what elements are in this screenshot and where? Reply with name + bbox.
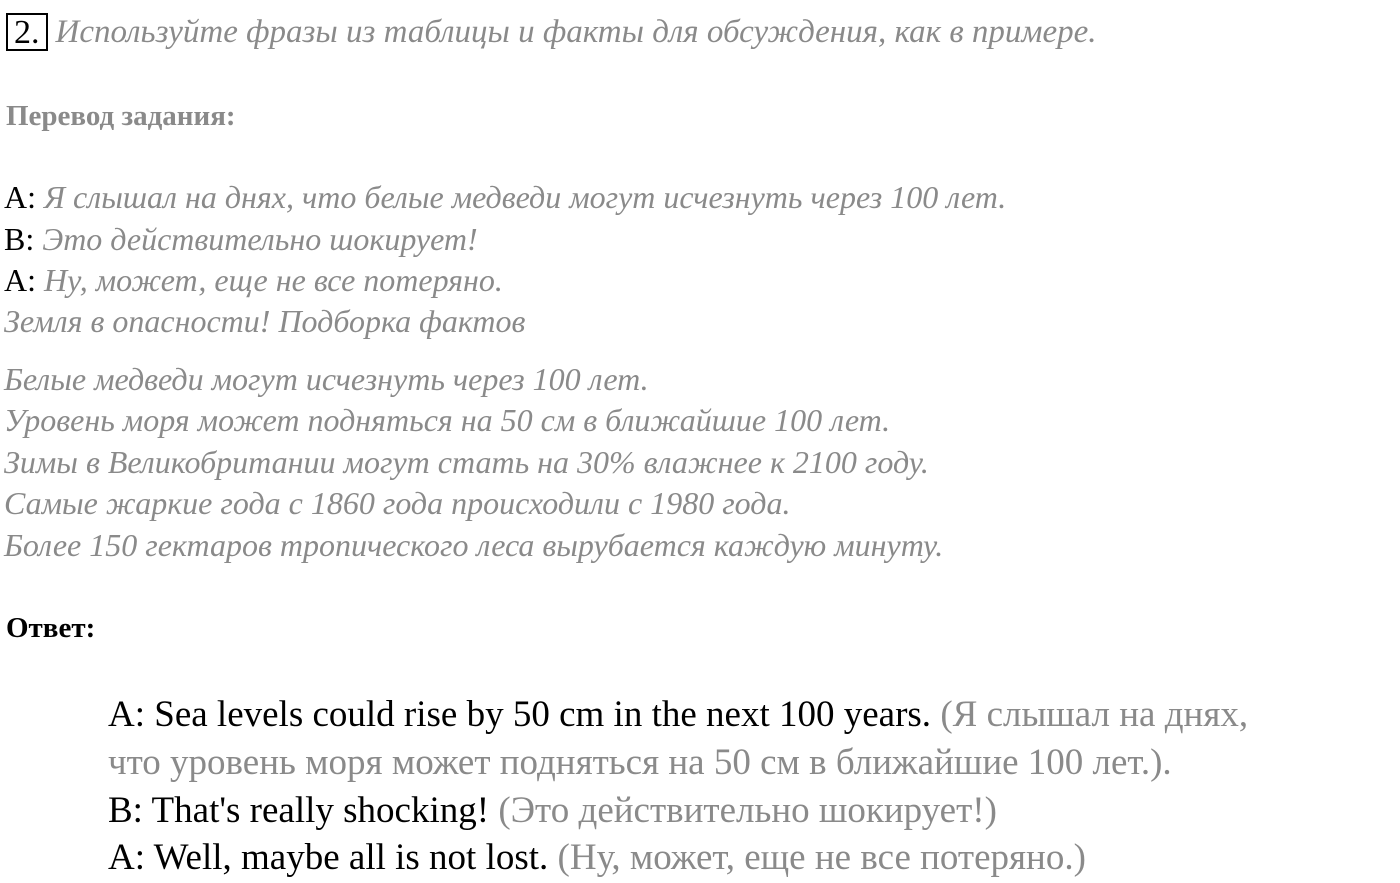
answer-title: Ответ: bbox=[6, 612, 96, 644]
answer-translation: (Ну, может, еще не все потеряно.) bbox=[548, 837, 1086, 878]
answer-translation: (Я слышал на днях, bbox=[931, 694, 1249, 735]
task-instruction: Используйте фразы из таблицы и факты для обсуждения, как в примере. bbox=[55, 13, 1097, 50]
answer-translation: что уровень моря может подняться на 50 см в ближайшие 100 лет.). bbox=[108, 742, 1172, 783]
answer-english: B: That's really shocking! bbox=[108, 790, 490, 831]
dialogue-line bbox=[4, 260, 503, 300]
answer-english: A: Sea levels could rise by 50 cm in the next 100 years. bbox=[108, 694, 932, 735]
dialogue-text: Ну, может, еще не все потеряно. bbox=[36, 262, 503, 298]
fact-item: Белые медведи могут исчезнуть через 100 лет. bbox=[4, 361, 649, 397]
dialogue-text: Я слышал на днях, что белые медведи могут исчезнуть через 100 лет. bbox=[36, 179, 1007, 215]
fact-item: Уровень моря может подняться на 50 см в ближайшие 100 лет. bbox=[4, 402, 891, 438]
dialogue-line bbox=[4, 219, 478, 259]
fact-item: Более 150 гектаров тропического леса вырубается каждую минуту. bbox=[4, 527, 944, 563]
dialogue-speaker: A bbox=[4, 179, 28, 215]
dialogue-colon: : bbox=[27, 262, 36, 298]
task-number: 2. bbox=[6, 13, 48, 51]
answer-line bbox=[108, 788, 997, 834]
dialogue-colon: : bbox=[25, 221, 35, 257]
dialogue-colon: : bbox=[27, 179, 36, 215]
task-header bbox=[6, 10, 1097, 54]
answer-english: A: Well, maybe all is not lost. bbox=[108, 837, 549, 878]
answer-line bbox=[108, 740, 1172, 786]
facts-heading: Земля в опасности! Подборка фактов bbox=[4, 303, 526, 339]
dialogue-text: Это действительно шокирует! bbox=[34, 221, 478, 257]
dialogue-speaker: A bbox=[4, 262, 28, 298]
dialogue-speaker: B bbox=[4, 221, 26, 257]
dialogue-line bbox=[4, 177, 1006, 217]
fact-item: Зимы в Великобритании могут стать на 30% влажнее к 2100 году. bbox=[4, 444, 929, 480]
translation-title: Перевод задания: bbox=[6, 100, 236, 132]
fact-item: Самые жаркие года с 1860 года происходили с 1980 года. bbox=[4, 485, 791, 521]
answer-line bbox=[108, 835, 1086, 881]
answer-translation: (Это действительно шокирует!) bbox=[489, 790, 997, 831]
answer-line bbox=[108, 692, 1248, 738]
